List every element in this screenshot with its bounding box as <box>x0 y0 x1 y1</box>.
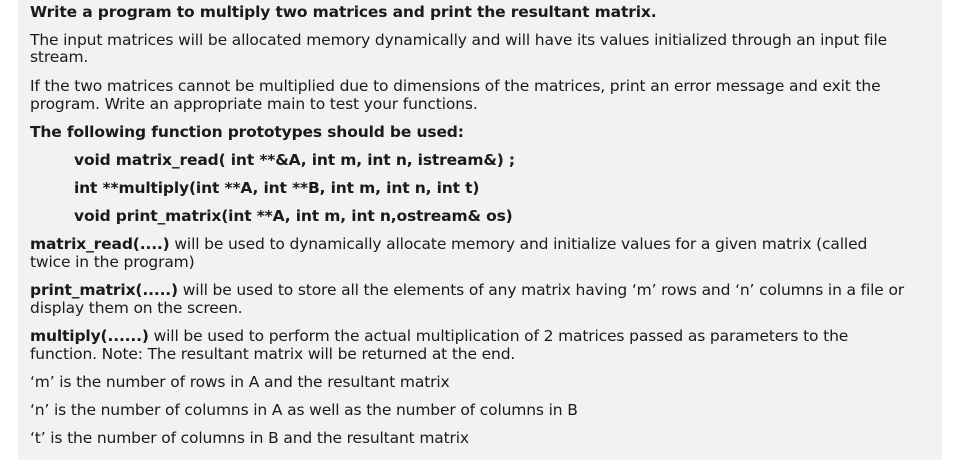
prototype-print-matrix: void print_matrix(int **A, int m, int n,ostream& os) <box>74 207 513 225</box>
note-t: ‘t’ is the number of columns in B and the resultant matrix <box>30 429 469 447</box>
note-n: ‘n’ is the number of columns in A as well as the number of columns in B <box>30 401 578 419</box>
desc-print-matrix-text: will be used to store all the elements of any matrix having ‘m’ rows and ‘n’ columns in a file or <box>177 281 905 299</box>
desc-multiply-line-2: function. Note: The resultant matrix will be returned at the end. <box>30 345 516 363</box>
intro-line-2: stream. <box>30 48 89 66</box>
desc-matrix-read-text: will be used to dynamically allocate memory and initialize values for a given matrix (called <box>169 235 868 253</box>
desc-multiply-text: will be used to perform the actual multiplication of 2 matrices passed as parameters to the <box>148 327 849 345</box>
desc-print-matrix-line-2: display them on the screen. <box>30 299 243 317</box>
prototype-matrix-read: void matrix_read( int **&A, int m, int n, istream&) ; <box>74 151 515 169</box>
prototype-multiply: int **multiply(int **A, int **B, int m, int n, int t) <box>74 179 480 197</box>
desc-print-matrix <box>30 281 904 299</box>
title: Write a program to multiply two matrices and print the resultant matrix. <box>30 3 657 21</box>
desc-print-matrix-name: print_matrix(.....) <box>30 281 178 299</box>
desc-multiply-name: multiply(......) <box>30 327 149 345</box>
desc-multiply <box>30 327 848 345</box>
intro-line-1: The input matrices will be allocated memory dynamically and will have its values initialized through an input file <box>30 31 887 49</box>
desc-matrix-read-name: matrix_read(....) <box>30 235 170 253</box>
prototypes-heading: The following function prototypes should be used: <box>30 123 464 141</box>
desc-matrix-read-line-2: twice in the program) <box>30 253 195 271</box>
note-m: ‘m’ is the number of rows in A and the resultant matrix <box>30 373 450 391</box>
error-line-1: If the two matrices cannot be multiplied due to dimensions of the matrices, print an error message and exit the <box>30 77 881 95</box>
desc-matrix-read <box>30 235 867 253</box>
document-page <box>18 0 942 460</box>
error-line-2: program. Write an appropriate main to test your functions. <box>30 95 478 113</box>
